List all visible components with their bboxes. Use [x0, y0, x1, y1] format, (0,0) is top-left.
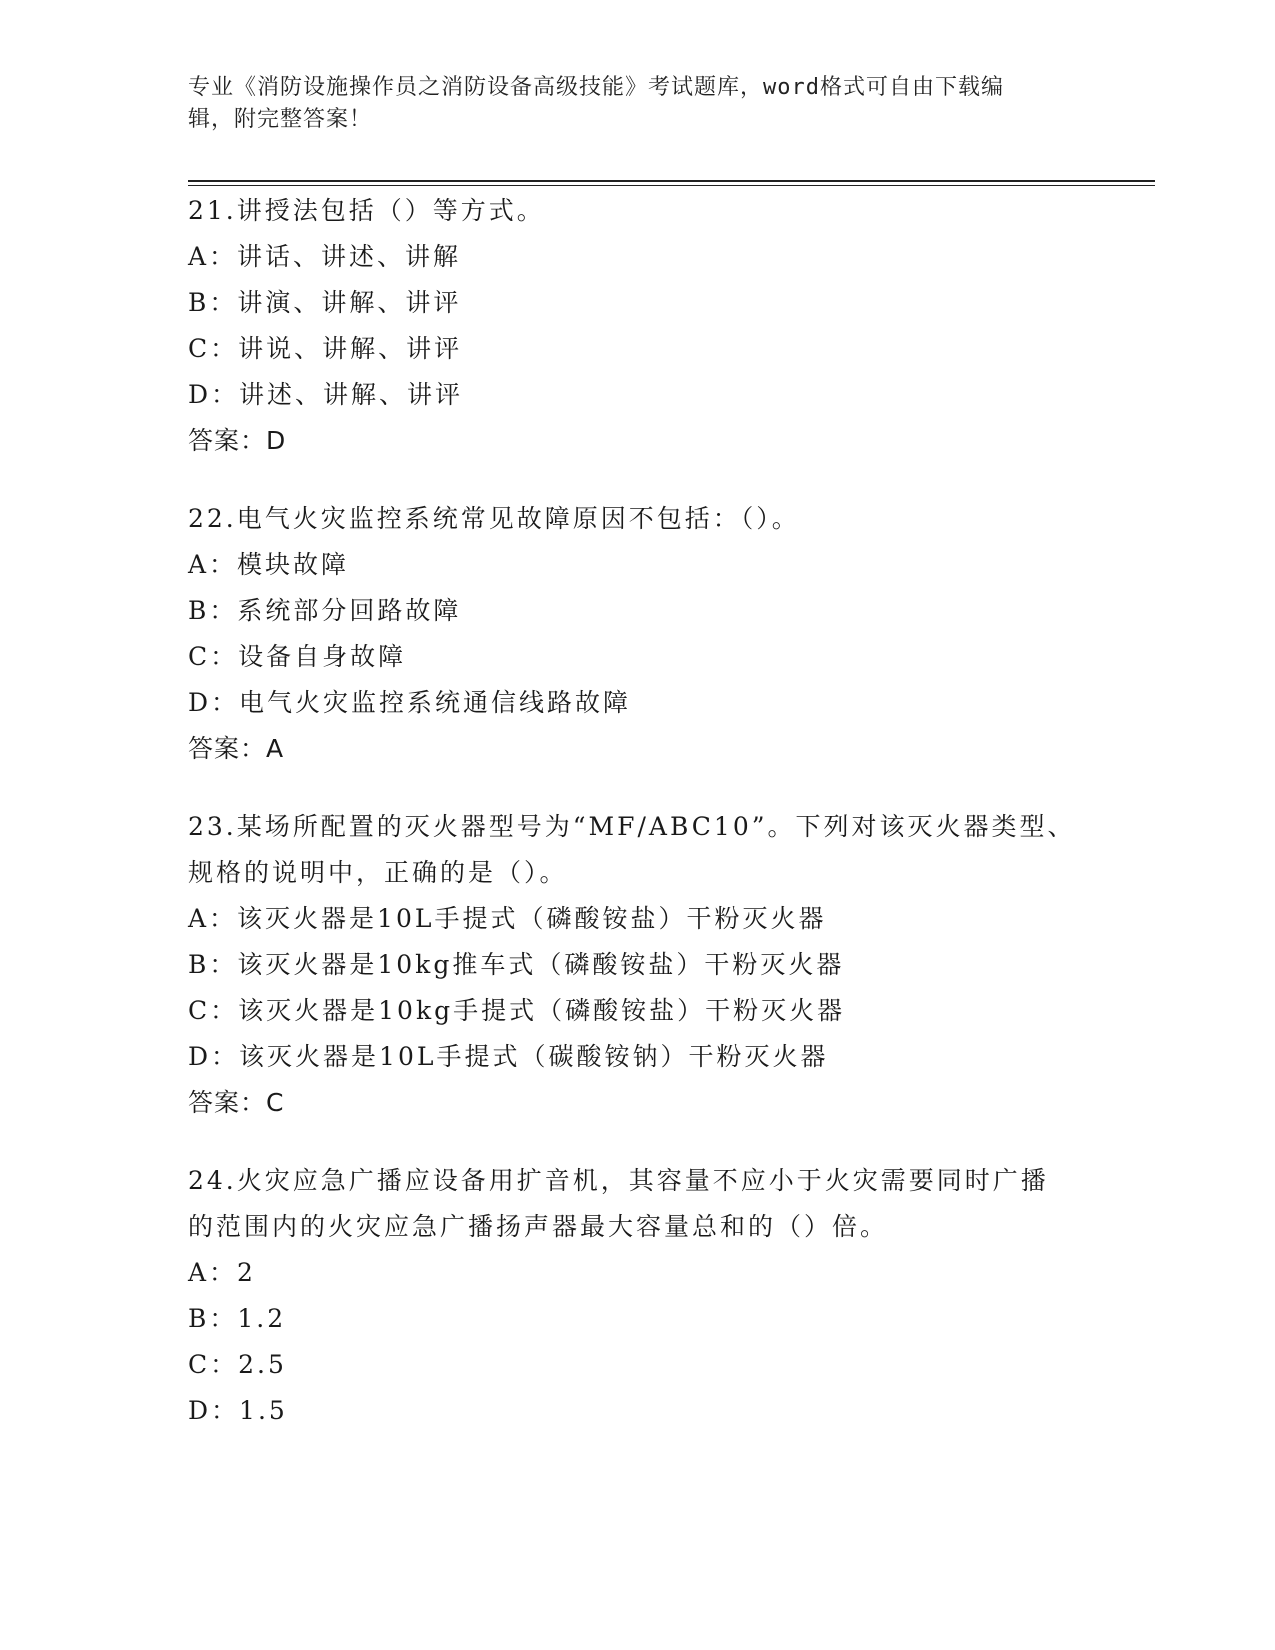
option-c: C：2.5 — [188, 1350, 287, 1379]
question-22 — [188, 496, 1088, 772]
question-24 — [188, 1158, 1088, 1434]
option-c: C：该灭火器是10kg手提式（磷酸铵盐）干粉灭火器 — [188, 996, 846, 1025]
question-stem-line-2: 规格的说明中，正确的是（）。 — [188, 858, 568, 887]
option-b: B：该灭火器是10kg推车式（磷酸铵盐）干粉灭火器 — [188, 950, 845, 979]
answer-label: 答案：A — [188, 734, 285, 763]
option-d: D：该灭火器是10L手提式（碳酸铵钠）干粉灭火器 — [188, 1042, 829, 1071]
question-stem-line-1: 23.某场所配置的灭火器型号为“MF/ABC10”。下列对该灭火器类型、 — [188, 812, 1076, 841]
option-c: C：设备自身故障 — [188, 642, 407, 671]
option-b: B：系统部分回路故障 — [188, 596, 462, 625]
question-23 — [188, 804, 1088, 1126]
option-a: A：2 — [188, 1258, 256, 1287]
question-stem: 22.电气火灾监控系统常见故障原因不包括：（）。 — [188, 504, 800, 533]
answer-label: 答案：C — [188, 1088, 285, 1117]
question-stem-line-1: 24.火灾应急广播应设备用扩音机，其容量不应小于火灾需要同时广播 — [188, 1166, 1049, 1195]
option-a: A：讲话、讲述、讲解 — [188, 242, 462, 271]
option-d: D：电气火灾监控系统通信线路故障 — [188, 688, 632, 717]
question-stem-line-2: 的范围内的火灾应急广播扬声器最大容量总和的（）倍。 — [188, 1212, 889, 1241]
question-list — [188, 188, 1088, 1466]
header-divider-thin — [188, 185, 1155, 186]
document-header — [188, 72, 1068, 136]
option-d: D：讲述、讲解、讲评 — [188, 380, 464, 409]
header-line-2: 辑，附完整答案！ — [188, 107, 373, 132]
option-b: B：1.2 — [188, 1304, 287, 1333]
header-line-1: 专业《消防设施操作员之消防设备高级技能》考试题库，word格式可自由下载编 — [188, 75, 1004, 100]
option-c: C：讲说、讲解、讲评 — [188, 334, 463, 363]
option-a: A：模块故障 — [188, 550, 350, 579]
question-stem: 21.讲授法包括（）等方式。 — [188, 196, 545, 225]
option-d: D：1.5 — [188, 1396, 288, 1425]
option-a: A：该灭火器是10L手提式（磷酸铵盐）干粉灭火器 — [188, 904, 827, 933]
question-21 — [188, 188, 1088, 464]
option-b: B：讲演、讲解、讲评 — [188, 288, 462, 317]
header-divider-thick — [188, 180, 1155, 182]
answer-label: 答案：D — [188, 426, 287, 455]
